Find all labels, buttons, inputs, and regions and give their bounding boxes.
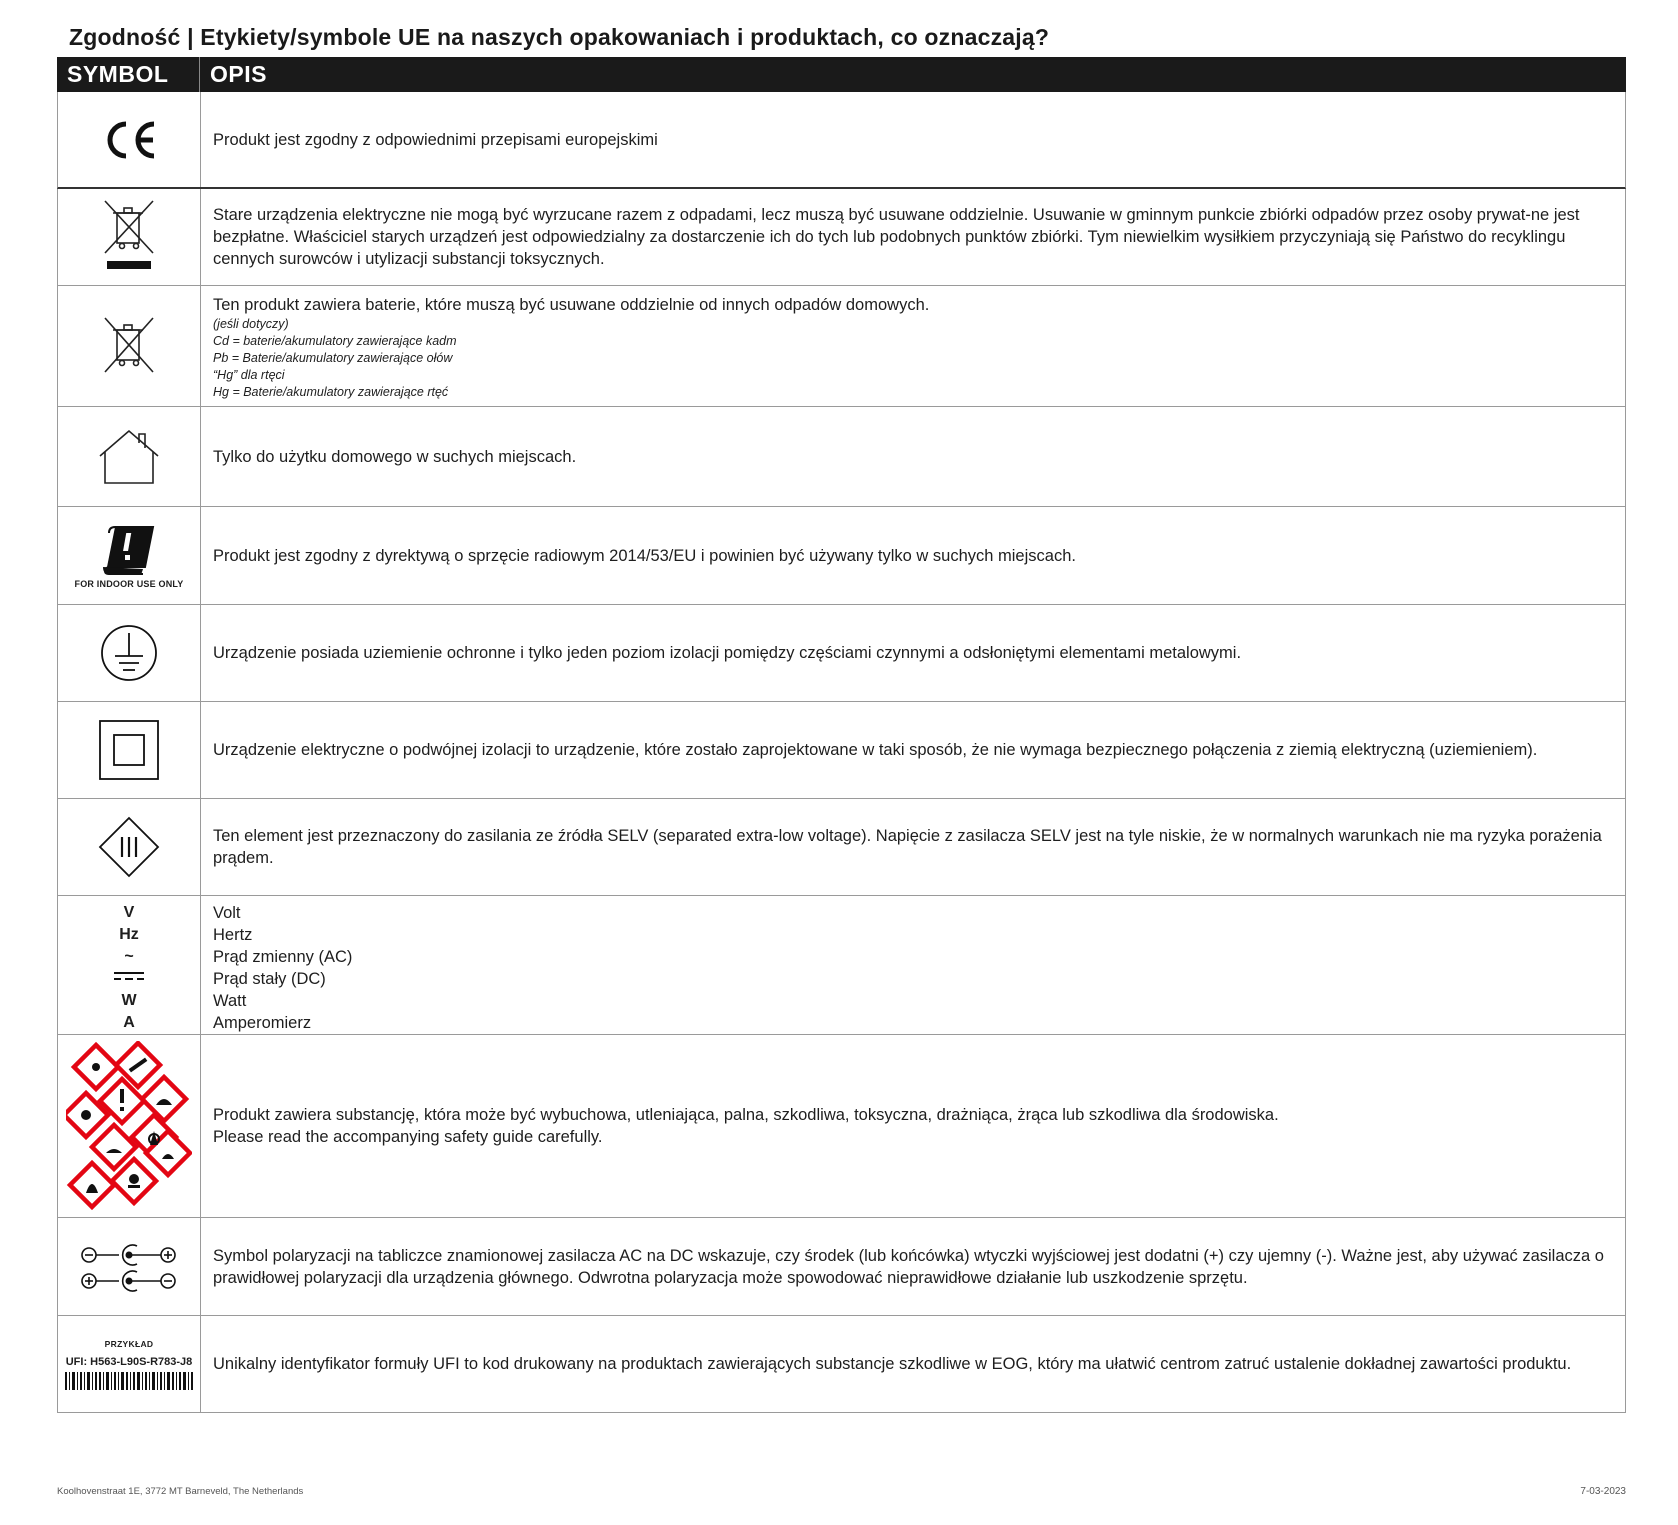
battery-note: Hg = Baterie/akumulatory zawierające rtęć xyxy=(213,385,449,399)
unit-description: Hertz xyxy=(213,926,253,944)
row-description: Symbol polaryzacji na tabliczce znamionowej zasilacza AC na DC wskazuje, czy środek (lub końcówka) wtyczki wyjściowej jest dodatni (+) czy ujemny (-). Ważne jest, aby używać zasilacza o prawidłowej polaryzacji dla urządzenia głównego. Odwrotna polaryzacja może spowodować nieprawidłowe działanie lub uszkodzenie sprzętu. xyxy=(213,1246,1604,1287)
ce-mark-icon xyxy=(99,119,159,161)
header-symbol: SYMBOL xyxy=(57,57,200,92)
table-header xyxy=(57,57,1626,92)
unit-description: Watt xyxy=(213,992,247,1010)
table-row-indoor xyxy=(57,507,1626,605)
row-description: Ten element jest przeznaczony do zasilania ze źródła SELV (separated extra-low voltage). Napięcie z zasilacza SELV jest na tyle niskie, że w normalnych warunkach nie ma ryzyka porażenia prądem. xyxy=(213,827,1602,867)
unit-symbol-hertz: Hz xyxy=(119,926,139,943)
battery-note: “Hg” dla rtęci xyxy=(213,368,285,382)
unit-symbol-watt: W xyxy=(121,992,137,1009)
row-description: Urządzenie elektryczne o podwójnej izolacji to urządzenie, które zostało zaprojektowane w taki sposób, że nie wymaga bezpiecznego połączenia z ziemią elektryczną (uziemieniem). xyxy=(213,741,1538,759)
symbols-table xyxy=(57,57,1626,1413)
row-description: Tylko do użytku domowego w suchych miejscach. xyxy=(213,447,577,466)
table-row-ce xyxy=(57,92,1626,189)
table-row-ufi xyxy=(57,1316,1626,1413)
double-insulation-icon xyxy=(98,719,160,781)
table-row-selv xyxy=(57,799,1626,896)
header-description: OPIS xyxy=(210,61,267,87)
unit-description: Prąd stały (DC) xyxy=(213,970,326,988)
ufi-code: UFI: H563-L90S-R783-J8 xyxy=(65,1355,193,1368)
table-row-house xyxy=(57,407,1626,507)
house-icon xyxy=(97,428,161,486)
ufi-example-label: PRZYKŁAD xyxy=(104,1338,154,1349)
selv-class-iii-icon xyxy=(98,816,160,878)
row-description: Ten produkt zawiera baterie, które muszą być usuwane oddzielnie od innych odpadów domowych. xyxy=(213,296,930,314)
protective-earth-icon xyxy=(99,623,159,683)
dc-current-icon xyxy=(112,969,146,983)
table-row-ground xyxy=(57,605,1626,702)
row-description: Unikalny identyfikator formuły UFI to kod drukowany na produktach zawierających substancje szkodliwe w EOG, który ma ułatwić centrom zatruć ustalenie dokładnej zawartości produktu. xyxy=(213,1355,1572,1373)
indoor-manual-icon xyxy=(99,523,159,577)
crossed-bin-with-bar-icon xyxy=(101,199,157,275)
row-description: Produkt jest zgodny z odpowiednimi przepisami europejskimi xyxy=(213,130,658,149)
crossed-bin-icon xyxy=(101,316,157,376)
footer-date: 7-03-2023 xyxy=(1580,1486,1626,1497)
table-row-weee xyxy=(57,189,1626,286)
row-description: Produkt jest zgodny z dyrektywą o sprzęcie radiowym 2014/53/EU i powinien być używany tylko w suchych miejscach. xyxy=(213,546,1076,565)
table-row-hazard xyxy=(57,1035,1626,1218)
unit-symbol-ampere: A xyxy=(123,1014,135,1031)
row-description: Urządzenie posiada uziemienie ochronne i tylko jeden poziom izolacji pomiędzy częściami czynnymi a odsłoniętymi elementami metalowymi. xyxy=(213,644,1242,662)
battery-note: Pb = Baterie/akumulatory zawierające ołów xyxy=(213,351,453,365)
unit-description: Amperomierz xyxy=(213,1014,312,1032)
table-row-units xyxy=(57,896,1626,1035)
unit-description: Prąd zmienny (AC) xyxy=(213,948,353,966)
row-description-secondary: Please read the accompanying safety guide carefully. xyxy=(213,1128,603,1146)
table-row-battery xyxy=(57,286,1626,407)
unit-symbol-volt: V xyxy=(123,904,135,921)
battery-note: Cd = baterie/akumulatory zawierające kadm xyxy=(213,334,457,348)
battery-note: (jeśli dotyczy) xyxy=(213,317,289,331)
page-title: Zgodność | Etykiety/symbole UE na naszych opakowaniach i produktach, co oznaczają? xyxy=(69,24,1050,50)
footer-address: Koolhovenstraat 1E, 3772 MT Barneveld, The Netherlands xyxy=(57,1486,304,1497)
unit-symbol-ac: ~ xyxy=(124,948,134,965)
polarity-symbol-icon xyxy=(79,1241,179,1293)
unit-description: Volt xyxy=(213,904,241,922)
table-row-double-insulation xyxy=(57,702,1626,799)
row-description: Stare urządzenia elektryczne nie mogą być wyrzucane razem z odpadami, lecz muszą być usuwane oddzielnie. Usuwanie w gminnym punkcie zbiórki odpadów przez osoby prywat-ne jest bezpłatne. Właściciel starych urządzeń jest odpowiedzialny za dostarczenie ich do tych lub podobnych punktów zbiórki. Tym niewielkim wysiłkiem przyczyniają się Państwo do recyklingu cennych surowców i utylizacji substancji toksycznych. xyxy=(213,206,1580,268)
table-row-polarity xyxy=(57,1218,1626,1316)
ghs-hazard-pictograms-icon xyxy=(66,1041,192,1211)
barcode-icon xyxy=(63,1372,195,1390)
indoor-use-label: FOR INDOOR USE ONLY xyxy=(74,578,184,589)
row-description: Produkt zawiera substancję, która może być wybuchowa, utleniająca, palna, szkodliwa, toksyczna, drażniąca, żrąca lub szkodliwa dla środowiska. xyxy=(213,1106,1279,1124)
